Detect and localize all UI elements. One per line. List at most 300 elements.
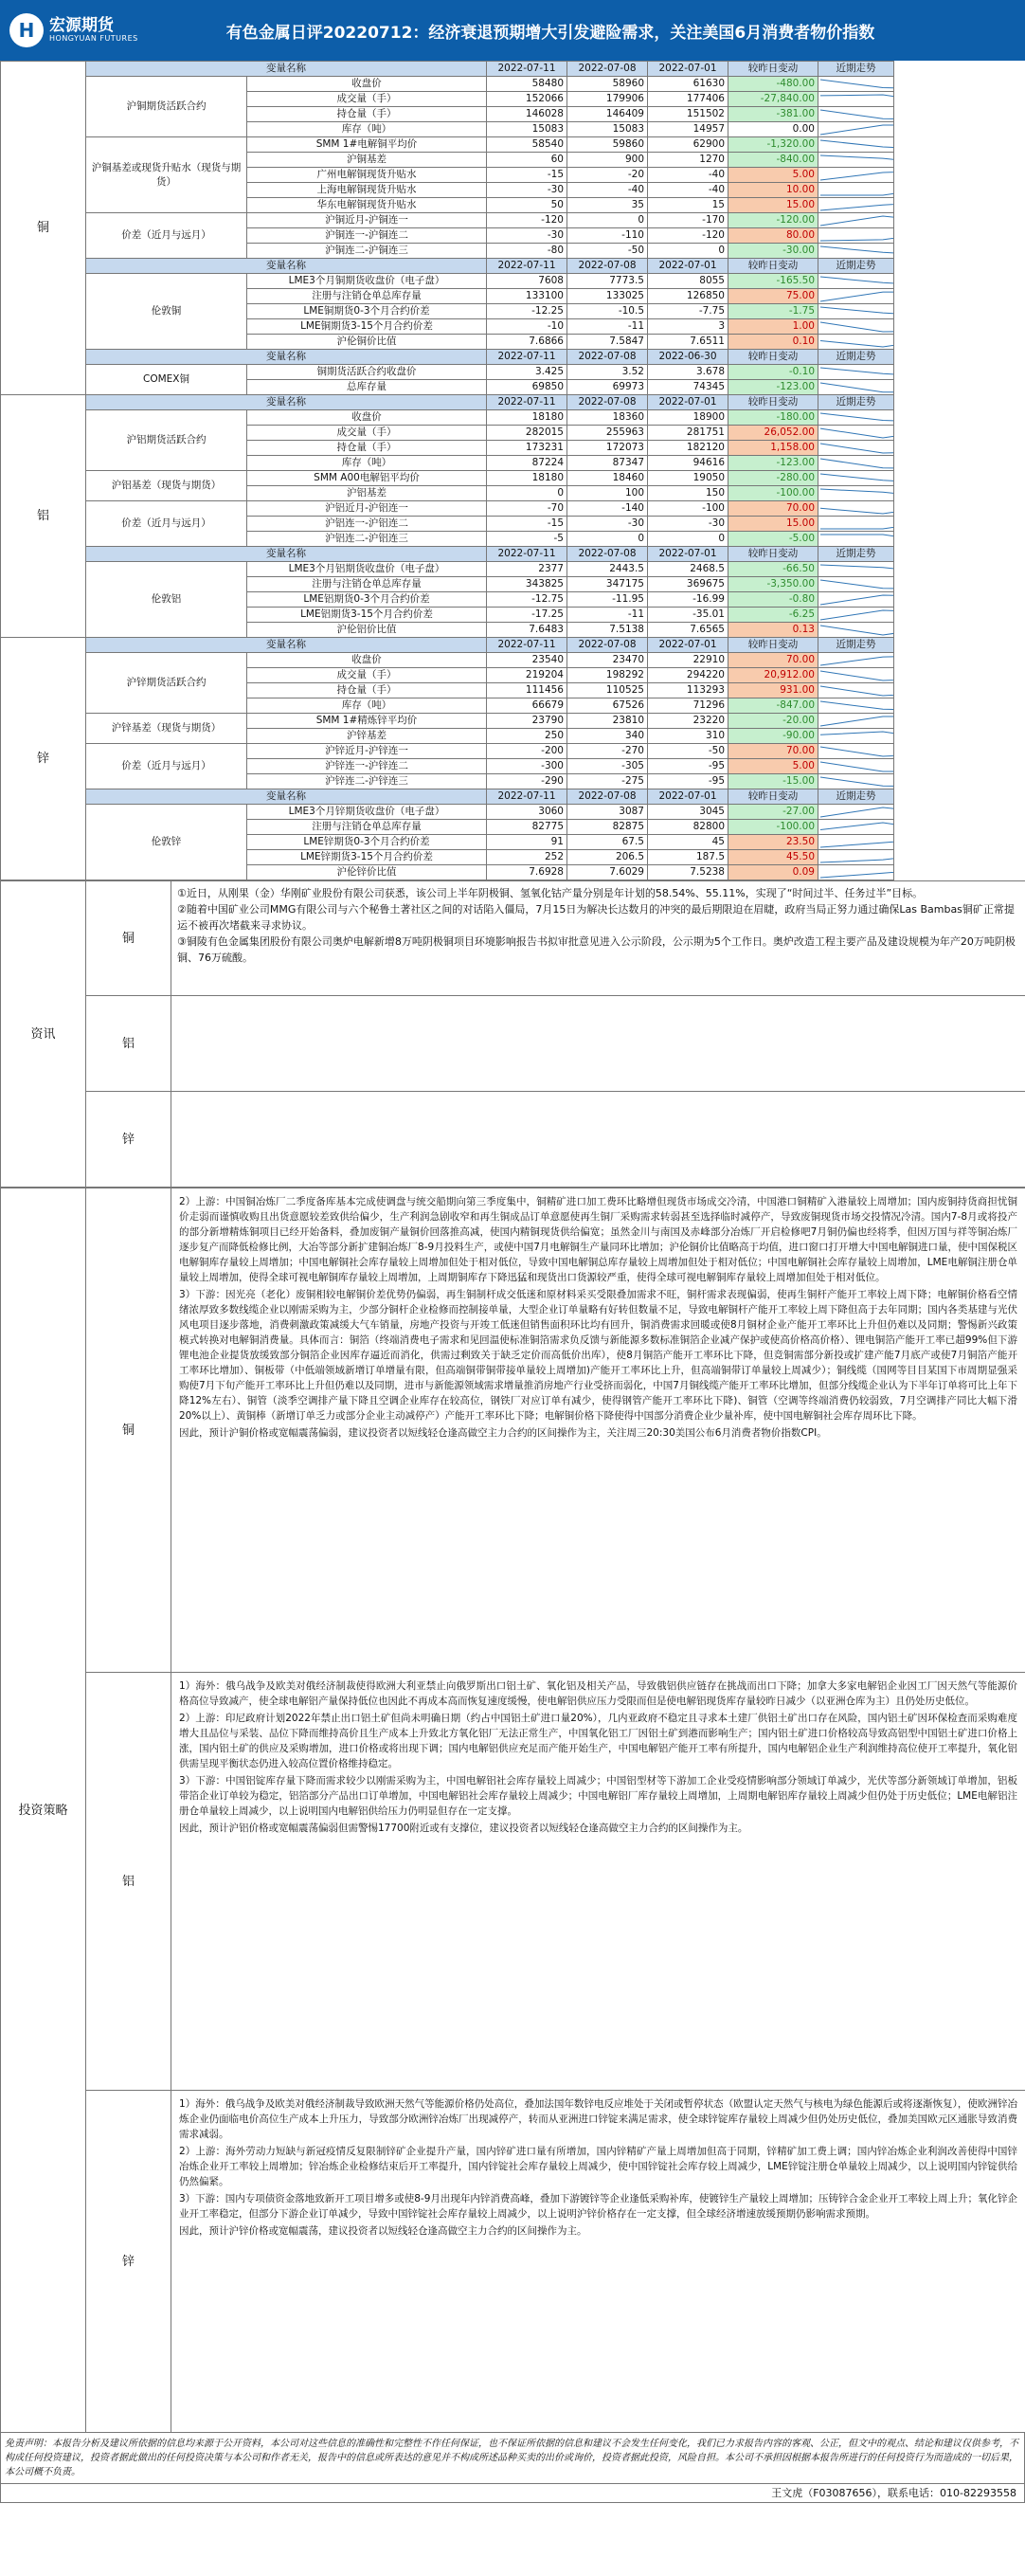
news-copper-label: 铜 <box>86 881 171 996</box>
value-cell: 7773.5 <box>567 274 648 289</box>
sparkline <box>818 457 894 470</box>
sparkline <box>818 305 894 318</box>
sparkline <box>818 184 894 197</box>
value-cell: 7608 <box>487 274 567 289</box>
value-cell: 369675 <box>648 577 728 592</box>
news-section-label: 资讯 <box>1 881 86 1188</box>
change-cell: 15.00 <box>728 198 818 213</box>
variable-name: 库存（吨） <box>247 456 487 471</box>
variable-name: 收盘价 <box>247 77 487 92</box>
value-cell: 3 <box>648 319 728 335</box>
sparkline <box>818 775 894 789</box>
trend-cell <box>818 335 894 350</box>
column-header: 较昨日变动 <box>728 62 818 77</box>
row-group-label: 伦敦锌 <box>86 805 247 880</box>
trend-cell <box>818 168 894 183</box>
variable-name: 库存（吨） <box>247 122 487 137</box>
variable-name: 总库存量 <box>247 380 487 395</box>
trend-cell <box>818 183 894 198</box>
column-header: 2022-07-08 <box>567 395 648 410</box>
sparkline <box>818 608 894 622</box>
value-cell: 7.6866 <box>487 335 567 350</box>
variable-name: 沪铜连一-沪铜连二 <box>247 228 487 244</box>
sparkline <box>818 730 894 743</box>
value-cell: 182120 <box>648 441 728 456</box>
value-cell: 2443.5 <box>567 562 648 577</box>
table-row <box>1 744 1025 759</box>
table-row <box>1 501 1025 517</box>
change-cell: -0.80 <box>728 592 818 608</box>
value-cell: -35.01 <box>648 608 728 623</box>
value-cell: -10.5 <box>567 304 648 319</box>
column-header: 较昨日变动 <box>728 259 818 274</box>
change-cell: -30.00 <box>728 244 818 259</box>
value-cell: 900 <box>567 153 648 168</box>
variable-name: 上海电解铜现货升贴水 <box>247 183 487 198</box>
value-cell: -305 <box>567 759 648 774</box>
column-header: 2022-07-11 <box>487 789 567 805</box>
value-cell: -5 <box>487 532 567 547</box>
strategy-copper-body <box>171 1188 1025 1673</box>
variable-name: 注册与注销仓单总库存量 <box>247 577 487 592</box>
sparkline <box>818 245 894 258</box>
value-cell: 255963 <box>567 426 648 441</box>
change-cell: -280.00 <box>728 471 818 486</box>
value-cell: 58480 <box>487 77 567 92</box>
strategy-paragraph: 因此，预计沪锌价格或宽幅震荡，建议投资者以短线轻仓逢高做空主力合约的区间操作为主。 <box>179 2225 587 2237</box>
value-cell: 18180 <box>487 410 567 426</box>
trend-cell <box>818 244 894 259</box>
change-cell: 20,912.00 <box>728 668 818 683</box>
table-header-row <box>1 789 1025 805</box>
value-cell: 340 <box>567 729 648 744</box>
news-item: ③铜陵有色金属集团股份有限公司奥炉电解新增8万吨阴极铜项目环境影响报告书拟审批意见进入公示阶段，公示期为5个工作日。奥炉改造工程主要产品及建设规模为年产20万吨阴极铜、76万硫酸。 <box>177 935 1016 964</box>
value-cell: -17.25 <box>487 608 567 623</box>
value-cell: 0 <box>487 486 567 501</box>
sparkline <box>818 563 894 576</box>
sparkline <box>818 533 894 546</box>
trend-cell <box>818 304 894 319</box>
strategy-paragraph: 3）下游：中国铝锭库存量下降而需求较少以刚需采购为主，中国电解铝社会库存量较上周减少；中国铝型材等下游加工企业受疫情影响部分领域订单减少，光伏等部分新领域订单增加，铝板带箔企业订单较为稳定，铝箔部分产品出口订单增加，中国电解铝社会库存量较上周减少；中国电解铝厂库存量较上周增加，上周期电解铝库存量较上周减少但仍处于历史低位；LME电解铝注册仓单量较上周减少，以上说明国内电解铝供给压力仍明显但存在一定支撑。 <box>179 1775 1017 1817</box>
value-cell: -110 <box>567 228 648 244</box>
value-cell: 87347 <box>567 456 648 471</box>
value-cell: 15 <box>648 198 728 213</box>
column-header: 2022-07-01 <box>648 259 728 274</box>
value-cell: 71296 <box>648 698 728 714</box>
value-cell: -70 <box>487 501 567 517</box>
sparkline <box>818 502 894 516</box>
sparkline <box>818 578 894 591</box>
value-cell: 61630 <box>648 77 728 92</box>
value-cell: 18360 <box>567 410 648 426</box>
metal-label: 锌 <box>1 638 86 880</box>
sparkline <box>818 426 894 440</box>
value-cell: 146409 <box>567 107 648 122</box>
change-cell: -480.00 <box>728 77 818 92</box>
variable-name: 沪铝近月-沪铝连一 <box>247 501 487 517</box>
value-cell: 22910 <box>648 653 728 668</box>
column-header: 近期走势 <box>818 789 894 805</box>
variable-name: SMM 1#电解铜平均价 <box>247 137 487 153</box>
sparkline <box>818 517 894 531</box>
sparkline <box>818 669 894 682</box>
column-header: 近期走势 <box>818 547 894 562</box>
sparkline <box>818 684 894 698</box>
table-row <box>1 805 1025 820</box>
value-cell: 3045 <box>648 805 728 820</box>
column-header: 变量名称 <box>86 62 487 77</box>
column-header: 近期走势 <box>818 350 894 365</box>
variable-name: LME铝期货3-15个月合约价差 <box>247 608 487 623</box>
column-header: 较昨日变动 <box>728 350 818 365</box>
variable-name: 收盘价 <box>247 410 487 426</box>
variable-name: 持仓量（手） <box>247 441 487 456</box>
change-cell: 75.00 <box>728 289 818 304</box>
trend-cell <box>818 744 894 759</box>
column-header: 2022-07-01 <box>648 395 728 410</box>
row-group-label: 伦敦铜 <box>86 274 247 350</box>
value-cell: -15 <box>487 517 567 532</box>
table-row <box>1 471 1025 486</box>
change-cell: 23.50 <box>728 835 818 850</box>
value-cell: 91 <box>487 835 567 850</box>
sparkline <box>818 93 894 106</box>
row-group-label: 伦敦铝 <box>86 562 247 638</box>
value-cell: -95 <box>648 774 728 789</box>
value-cell: 0 <box>567 532 648 547</box>
variable-name: 沪铝基差 <box>247 486 487 501</box>
change-cell: -66.50 <box>728 562 818 577</box>
sparkline <box>818 138 894 152</box>
change-cell: 70.00 <box>728 501 818 517</box>
change-cell: 5.00 <box>728 168 818 183</box>
variable-name: 库存（吨） <box>247 698 487 714</box>
table-row <box>1 653 1025 668</box>
variable-name: 沪锌近月-沪锌连一 <box>247 744 487 759</box>
value-cell: 282015 <box>487 426 567 441</box>
value-cell: 3.52 <box>567 365 648 380</box>
strategy-paragraph: 因此，预计沪铜价格或宽幅震荡偏弱，建议投资者以短线轻仓逢高做空主力合约的区间操作为主，关注周三20:30美国公布6月消费者物价指数CPI。 <box>179 1427 827 1439</box>
variable-name: 成交量（手） <box>247 668 487 683</box>
table-header-row <box>1 547 1025 562</box>
metal-label: 铝 <box>1 395 86 638</box>
strategy-section-label: 投资策略 <box>1 1188 86 2433</box>
value-cell: 146028 <box>487 107 567 122</box>
value-cell: -140 <box>567 501 648 517</box>
variable-name: SMM 1#精炼锌平均价 <box>247 714 487 729</box>
variable-name: LME铝期货0-3个月合约价差 <box>247 592 487 608</box>
value-cell: 113293 <box>648 683 728 698</box>
variable-name: 沪铝连一-沪铝连二 <box>247 517 487 532</box>
news-item: ②随着中国矿业公司MMG有限公司与六个秘鲁土著社区之间的对话陷入僵局，7月15日为解决长达数月的冲突的最后期限迫在眉睫，政府当局正努力通过确保Las Bambas铜矿正常提运不被再次堵截来寻求协议。 <box>177 903 1015 932</box>
trend-cell <box>818 228 894 244</box>
change-cell: 0.09 <box>728 865 818 880</box>
change-cell: -27,840.00 <box>728 92 818 107</box>
value-cell: 172073 <box>567 441 648 456</box>
column-header: 近期走势 <box>818 638 894 653</box>
table-header-row <box>1 638 1025 653</box>
variable-name: 沪锌连二-沪锌连三 <box>247 774 487 789</box>
sparkline <box>818 699 894 713</box>
variable-name: 注册与注销仓单总库存量 <box>247 289 487 304</box>
logo-name: 宏源期货 <box>49 16 114 36</box>
change-cell: 1,158.00 <box>728 441 818 456</box>
logo-icon: H <box>9 13 44 47</box>
row-group-label: 价差（近月与远月） <box>86 501 247 547</box>
change-cell: 10.00 <box>728 183 818 198</box>
variable-name: 成交量（手） <box>247 92 487 107</box>
value-cell: -80 <box>487 244 567 259</box>
value-cell: 50 <box>487 198 567 213</box>
column-header: 2022-07-08 <box>567 350 648 365</box>
column-header: 变量名称 <box>86 638 487 653</box>
report-header <box>0 0 1025 61</box>
strategy-table <box>0 1188 1025 2433</box>
value-cell: 23470 <box>567 653 648 668</box>
value-cell: -270 <box>567 744 648 759</box>
trend-cell <box>818 668 894 683</box>
row-group-label: 价差（近月与远月） <box>86 744 247 789</box>
trend-cell <box>818 774 894 789</box>
change-cell: 26,052.00 <box>728 426 818 441</box>
column-header: 2022-07-08 <box>567 547 648 562</box>
trend-cell <box>818 365 894 380</box>
value-cell: -200 <box>487 744 567 759</box>
strategy-paragraph: 1）海外：俄乌战争及欧美对俄经济制裁使得欧洲大利亚禁止向俄罗斯出口铝土矿、氧化铝及相关产品，导致俄铝供应链存在挑战而出口下降；加拿大多家电解铝企业因工厂因天然气等能源价格高位导致减产，使全球电解铝产量保持低位也因此不再成本高而恢复速度缓慢，使电解铝供应压力受限而但是使电解铝现货库存量较昨日减少（以亚洲仓库为主）且仍处历史低位。 <box>179 1680 1017 1707</box>
value-cell: 310 <box>648 729 728 744</box>
trend-cell <box>818 198 894 213</box>
trend-cell <box>818 592 894 608</box>
change-cell: -123.00 <box>728 380 818 395</box>
column-header: 近期走势 <box>818 62 894 77</box>
value-cell: 151502 <box>648 107 728 122</box>
trend-cell <box>818 456 894 471</box>
trend-cell <box>818 471 894 486</box>
value-cell: -15 <box>487 168 567 183</box>
variable-name: LME3个月锌期货收盘价（电子盘） <box>247 805 487 820</box>
sparkline <box>818 472 894 485</box>
sparkline <box>818 214 894 227</box>
sparkline <box>818 593 894 607</box>
column-header: 变量名称 <box>86 259 487 274</box>
change-cell: 45.50 <box>728 850 818 865</box>
value-cell: -30 <box>487 228 567 244</box>
value-cell: -20 <box>567 168 648 183</box>
column-header: 2022-07-01 <box>648 789 728 805</box>
sparkline <box>818 411 894 425</box>
trend-cell <box>818 501 894 517</box>
change-cell: 80.00 <box>728 228 818 244</box>
change-cell: 0.00 <box>728 122 818 137</box>
row-group-label: 沪铜基差或现货升贴水（现货与期货） <box>86 137 247 213</box>
table-row <box>1 562 1025 577</box>
column-header: 2022-07-08 <box>567 638 648 653</box>
strategy-aluminum-body <box>171 1673 1025 2091</box>
change-cell: 1.00 <box>728 319 818 335</box>
value-cell: -120 <box>487 213 567 228</box>
value-cell: 7.6483 <box>487 623 567 638</box>
variable-name: 沪铜基差 <box>247 153 487 168</box>
sparkline <box>818 336 894 349</box>
trend-cell <box>818 122 894 137</box>
sparkline <box>818 851 894 864</box>
value-cell: 87224 <box>487 456 567 471</box>
value-cell: 62900 <box>648 137 728 153</box>
value-cell: 7.6565 <box>648 623 728 638</box>
value-cell: 23810 <box>567 714 648 729</box>
trend-cell <box>818 137 894 153</box>
strategy-paragraph: 2）上游：印尼政府计划2022年禁止出口铝土矿但尚未明确日期（约占中国铝土矿进口量20%），几内亚政府不稳定且寻求本土建厂供铝土矿出口存在风险，国内铝土矿因环保检查而采购难度增大且品位与采装、品位下降而维持高价且生产成本上升致北方氧化铝厂无法正常生产，中国氧化铝工厂因铝土矿到港而影响生产；国内铝土矿进口价格较高导致高铝型中国铝土矿进口价格上涨，国内铝土矿的供应及采购增加，进口价格或将出现下调；国内电解铝供应充足而产能开始生产，中国电解铝产能开工率有所提升，国内电解铝企业生产利润维持高位使开工率提升，氧化铝供需呈现平衡状态仍进入较高位置价格维持稳定。 <box>179 1713 1017 1769</box>
trend-cell <box>818 153 894 168</box>
news-aluminum-label: 铝 <box>86 996 171 1092</box>
sparkline <box>818 199 894 212</box>
table-row <box>1 213 1025 228</box>
variable-name: 成交量（手） <box>247 426 487 441</box>
trend-cell <box>818 107 894 122</box>
analyst-contact: 王文虎（F03087656），联系电话：010-82293558 <box>0 2484 1025 2503</box>
sparkline <box>818 821 894 834</box>
variable-name: LME锌期货0-3个月合约价差 <box>247 835 487 850</box>
strategy-paragraph: 3）下游：因光亮（老化）废铜相较电解铜价差优势仍偏弱，再生铜制杆成交低迷和原材料采买受限叠加需求不旺，铜杆需求表现偏弱，使再生铜杆产能开工率较上周下降；电解铜价格看空情绪浓厚致多数线缆企业以刚需采购为主，少部分铜杆企业检修而控制接单量，大型企业订单量略有好转但数量不足，导致电解铜杆产能开工率较上周下降但高于去年同期；国内各类基建与光伏风电项目逐步落地，消费刺激政策减缓大气车销量，房地产投资与开竣工低迷但销售面积环比均有回升，铜消费需求回暖或使8月铜材企业产能开工率环比上升但仍难以及同期；警惕新兴政策模式转换对电解铜消费量。具体而言：铜箔（终端消费电子需求和见回温使标准铜箔需求负反馈与新能源多数标准铜箔企业减产保护或使高价格高价格）、锂电铜箔产能开工率已超99%但下游锂电池企业提货放缓致部分铜箔企业因库存逼近而消化，供需过剩致关于缺乏定价而高低价出库），使8月铜箔产能开工率环比下降，但竞铜需部分新投或扩建产能7月底产或使7月铜箔产能开工率环比增加）、铜板带（中低端领域新增订单增量有限，但高端铜带铜带接单量较上周增加)产能开工率环比上升，但高端铜带订单量较上周减少）；铜线缆（国网等目目某国下市周期显强采购使7月下旬产能开工率环比上升但仍难以及同期，进市与新能源领域需求增量推消房地产行业受挤而弱化，中国7月铜线缆产能开工率环比增加，但部分线缆企业认为下半年订单将可比上年下降12%左右）、铜管（淡季空调排产量下降且空调企业库存在较高位，钢铁厂对应订单有减少，使得钢管产能开工率环比下降)、铜管（空调等终端消费仍较弱致，7月空调排产同比大幅下滑20%以上）、黄铜棒（新增订单乏力或部分企业主动减停产）产能开工率环比下降；电解铜价格下降使得中国部分消费企业少量补库，使中国电解铜社会库存周环比下降。 <box>179 1289 1017 1422</box>
value-cell: 66679 <box>487 698 567 714</box>
variable-name: 华东电解铜现货升贴水 <box>247 198 487 213</box>
trend-cell <box>818 274 894 289</box>
column-header: 2022-07-11 <box>487 638 567 653</box>
variable-name: 沪锌连一-沪锌连二 <box>247 759 487 774</box>
trend-cell <box>818 653 894 668</box>
column-header: 2022-07-01 <box>648 547 728 562</box>
change-cell: 70.00 <box>728 744 818 759</box>
trend-cell <box>818 820 894 835</box>
trend-cell <box>818 562 894 577</box>
value-cell: -7.75 <box>648 304 728 319</box>
variable-name: 沪铝连二-沪铝连三 <box>247 532 487 547</box>
change-cell: -840.00 <box>728 153 818 168</box>
variable-name: LME铜期货0-3个月合约价差 <box>247 304 487 319</box>
column-header: 近期走势 <box>818 395 894 410</box>
trend-cell <box>818 805 894 820</box>
column-header: 2022-06-30 <box>648 350 728 365</box>
change-cell: -15.00 <box>728 774 818 789</box>
variable-name: 注册与注销仓单总库存量 <box>247 820 487 835</box>
table-header-row <box>1 62 1025 77</box>
column-header: 2022-07-11 <box>487 62 567 77</box>
sparkline <box>818 229 894 243</box>
value-cell: 82775 <box>487 820 567 835</box>
report-title: 有色金属日评20220712：经济衰退预期增大引发避险需求，关注美国6月消费者物价指数 <box>225 23 875 43</box>
table-row <box>1 714 1025 729</box>
strategy-paragraph: 3）下游：国内专项债资金落地致新开工项目增多或使8-9月出现年内锌消费高峰，叠加下游镀锌等企业逢低采购补库，使镀锌生产量较上周增加；压铸锌合金企业开工率较上周上升；氧化锌企业开工率稳定，但部分下游企业订单减少，导致中国锌锭社会库存量较上周减少，以上说明沪锌价格存在一定支撑，但全球经济增速放缓预期仍影响需求预期。 <box>179 2193 1017 2220</box>
value-cell: -16.99 <box>648 592 728 608</box>
column-header: 变量名称 <box>86 789 487 805</box>
value-cell: 82875 <box>567 820 648 835</box>
table-row <box>1 77 1025 92</box>
value-cell: 7.5138 <box>567 623 648 638</box>
trend-cell <box>818 698 894 714</box>
column-header: 较昨日变动 <box>728 547 818 562</box>
value-cell: -95 <box>648 759 728 774</box>
value-cell: 100 <box>567 486 648 501</box>
variable-name: LME锌期货3-15个月合约价差 <box>247 850 487 865</box>
value-cell: 281751 <box>648 426 728 441</box>
column-header: 2022-07-11 <box>487 350 567 365</box>
value-cell: 187.5 <box>648 850 728 865</box>
value-cell: 67.5 <box>567 835 648 850</box>
change-cell: -100.00 <box>728 820 818 835</box>
news-zinc-label: 锌 <box>86 1092 171 1188</box>
value-cell: 294220 <box>648 668 728 683</box>
trend-cell <box>818 729 894 744</box>
row-group-label: 沪锌期货活跃合约 <box>86 653 247 714</box>
value-cell: 0 <box>567 213 648 228</box>
value-cell: -50 <box>567 244 648 259</box>
trend-cell <box>818 577 894 592</box>
change-cell: -1,320.00 <box>728 137 818 153</box>
market-data-table <box>0 61 1025 880</box>
value-cell: 110525 <box>567 683 648 698</box>
variable-name: LME铜期货3-15个月合约价差 <box>247 319 487 335</box>
trend-cell <box>818 92 894 107</box>
value-cell: 69850 <box>487 380 567 395</box>
change-cell: 0.13 <box>728 623 818 638</box>
value-cell: 206.5 <box>567 850 648 865</box>
change-cell: -165.50 <box>728 274 818 289</box>
value-cell: 2468.5 <box>648 562 728 577</box>
value-cell: -120 <box>648 228 728 244</box>
value-cell: 7.6928 <box>487 865 567 880</box>
value-cell: 3.678 <box>648 365 728 380</box>
value-cell: 150 <box>648 486 728 501</box>
sparkline <box>818 836 894 849</box>
change-cell: -20.00 <box>728 714 818 729</box>
row-group-label: 沪铜期货活跃合约 <box>86 77 247 137</box>
news-zinc-body <box>171 1092 1025 1188</box>
variable-name: 收盘价 <box>247 653 487 668</box>
variable-name: 沪铜连二-沪铜连三 <box>247 244 487 259</box>
sparkline <box>818 108 894 121</box>
value-cell: -40 <box>648 168 728 183</box>
variable-name: 铜期货活跃合约收盘价 <box>247 365 487 380</box>
metal-label: 铜 <box>1 62 86 395</box>
column-header: 2022-07-08 <box>567 789 648 805</box>
trend-cell <box>818 410 894 426</box>
column-header: 较昨日变动 <box>728 789 818 805</box>
disclaimer: 免责声明：本报告分析及建议所依据的信息均来源于公开资料，本公司对这些信息的准确性和完整性不作任何保证，也不保证所依据的信息和建议不会发生任何变化，我们已力求报告内容的客观、公正，但文中的观点、结论和建议仅供参考，不构成任何投资建议，投资者据此做出的任何投资决策与本公司和作者无关，报告中的信息或所表达的意见并不构成所述品种买卖的出价或询价，投资者据此投资，风险自担。本公司不承担因根据本报告所进行的任何投资行为而造成的一切后果，本公司概不负责。 <box>0 2433 1025 2484</box>
trend-cell <box>818 532 894 547</box>
sparkline <box>818 290 894 303</box>
trend-cell <box>818 623 894 638</box>
value-cell: -40 <box>648 183 728 198</box>
table-header-row <box>1 395 1025 410</box>
value-cell: 252 <box>487 850 567 865</box>
value-cell: 18900 <box>648 410 728 426</box>
value-cell: 219204 <box>487 668 567 683</box>
sparkline <box>818 760 894 773</box>
value-cell: 7.5238 <box>648 865 728 880</box>
column-header: 2022-07-11 <box>487 395 567 410</box>
logo-name-en: HONGYUAN FUTURES <box>49 33 138 43</box>
value-cell: 198292 <box>567 668 648 683</box>
sparkline <box>818 745 894 758</box>
row-group-label: 沪锌基差（现货与期货） <box>86 714 247 744</box>
value-cell: 173231 <box>487 441 567 456</box>
value-cell: 7.6511 <box>648 335 728 350</box>
sparkline <box>818 715 894 728</box>
column-header: 变量名称 <box>86 395 487 410</box>
value-cell: 19050 <box>648 471 728 486</box>
change-cell: -120.00 <box>728 213 818 228</box>
value-cell: 82800 <box>648 820 728 835</box>
